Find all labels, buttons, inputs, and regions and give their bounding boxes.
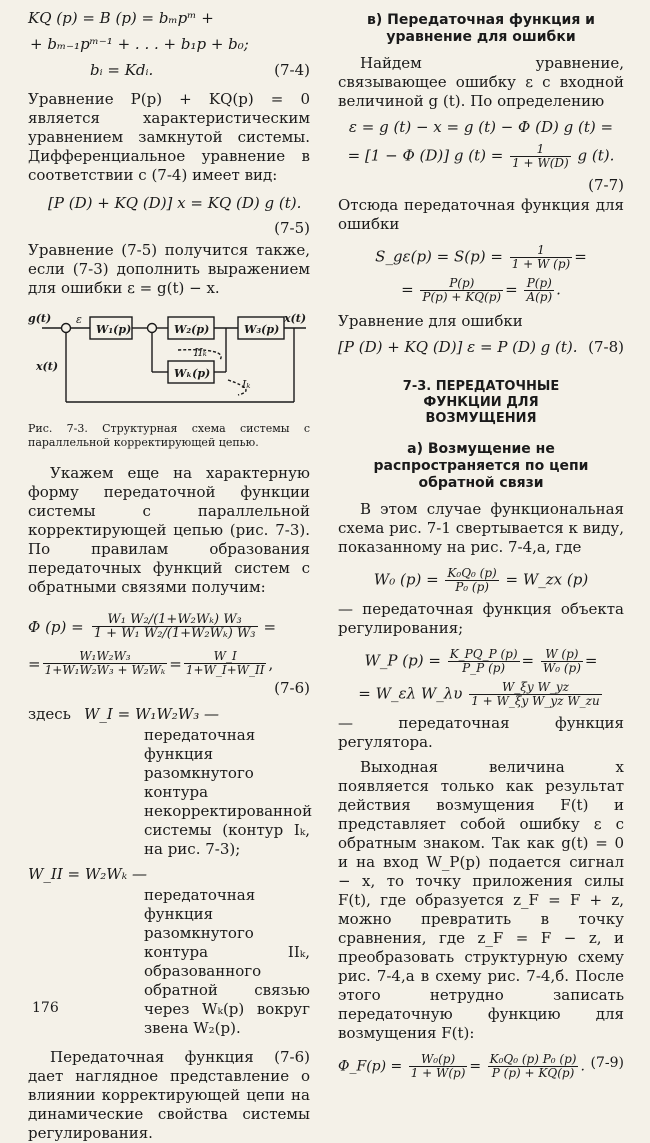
equation-wp-denominator: P_P (p) bbox=[462, 661, 506, 675]
definition-wii-lhs: W_II = W₂Wₖ — bbox=[28, 865, 147, 883]
equation-phi-line2: = $\frac{\text{W₁W₂W₃}}{\text{1+W₁W₂W₃ + W₂Wₖ}}$ = $\frac{W\_I}{1+W\_I+W\_II}$ , bbox=[28, 649, 274, 677]
right-column bbox=[338, 8, 624, 1086]
paragraph-object-tf: — передаточная функция объекта регулирования; bbox=[338, 600, 624, 637]
subheading-disturbance: а) Возмущение не распространяется по цепи обратной связи bbox=[373, 441, 589, 491]
equation-phi-denominator: 1 + W₁ W₂/(1+W₂Wₖ) W₃ bbox=[93, 626, 256, 641]
paragraph-7-6-meaning: Передаточная функция (7-6) дает наглядное представление о влиянии корректирующей цепи на динамические свойства системы регулирования. bbox=[28, 1048, 310, 1142]
equation-7-8-body: [P (D) + KQ (D)] ε = P (D) g (t). bbox=[338, 338, 578, 356]
figure-caption: Рис. 7-3. Структурная схема системы с параллельной корректирующей цепью. bbox=[28, 422, 310, 449]
paragraph-output-disturbance: Выходная величина x появляется только как результат действия возмущения F(t) и представляет собой ошибку ε с обратным знаком. Так как g(t) = 0 и на вход W_P(p) подается сигнал − x, то точку приложения силы F(t), где образуется z_F = F + z, можно превратить в точку сравнения, где z_F = F − z, и преобразовать структурную схему рис. 7-4,а в схему рис. 7-4,б. После этого нетрудно записать передаточную функцию для возмущения F(t): bbox=[338, 758, 624, 1042]
diagram-error-label: ε bbox=[76, 313, 82, 326]
equation-wp-line2 bbox=[338, 681, 624, 708]
equation-7-7-part-a: = [1 − Φ (D)] g (t) = bbox=[347, 146, 504, 165]
equation-phi-block: Φ (p) = $\frac{\text{W₁ W₂/(1+W₂Wₖ) W₃}}{\text{1 + W₁ W₂/(1+W₂Wₖ) W₃}}$ = bbox=[28, 612, 277, 641]
diagram-block-w2: W₂(p) bbox=[174, 323, 210, 336]
equation-wp2-fraction bbox=[469, 681, 602, 708]
definition-wi bbox=[28, 705, 310, 724]
equation-number-7-4: (7-4) bbox=[274, 61, 310, 79]
equation-phif-numerator: W₀(p) bbox=[409, 1053, 468, 1067]
equation-7-7-tail: g (t). bbox=[577, 146, 615, 165]
equation-phif-fraction2 bbox=[488, 1053, 579, 1080]
equation-s2-denominator-a: P(p) + KQ(p) bbox=[422, 290, 502, 304]
diagram-loop-ii-label: IIₖ bbox=[194, 346, 207, 359]
section-title-7-3: 7-3. ПЕРЕДАТОЧНЫЕ ФУНКЦИИ ДЛЯ ВОЗМУЩЕНИЯ bbox=[402, 379, 560, 426]
equation-s2-numerator-b: P(p) bbox=[524, 277, 554, 291]
equation-wp2-denominator: 1 + W_ξy W_yz W_zu bbox=[471, 694, 600, 708]
definition-wi-lhs: W_I = W₁W₂W₃ — bbox=[84, 705, 220, 723]
equation-number-7-5: (7-5) bbox=[274, 219, 310, 237]
diagram-block-w1: W₁(p) bbox=[96, 323, 132, 336]
equation-s2-fraction-a bbox=[420, 277, 503, 304]
diagram-input-label: g(t) bbox=[28, 312, 52, 325]
equation-s-line2: = $\frac{P(p)}{P(p) + KQ(p)}$ = $\frac{P(p)}{A(p)}$ . bbox=[401, 276, 561, 304]
equation-number-7-9: (7-9) bbox=[590, 1055, 624, 1071]
equation-7-5: [P (D) + KQ (D)] x = KQ (D) g (t). bbox=[48, 194, 302, 212]
left-column bbox=[28, 8, 313, 1143]
equation-top-line3 bbox=[28, 60, 310, 80]
equation-w0-numerator: K₀Q₀ (p) bbox=[447, 566, 497, 580]
definition-wii-text: передаточная функция разомкнутого контура IIₖ, образованного обратной связью через Wₖ(p) вокруг звена W₂(p). bbox=[144, 886, 310, 1037]
paragraph-parallel-correction: Укажем еще на характерную форму передаточной функции системы с параллельной корректирующей цепью (рис. 7-3). По правилам образования передаточных функций систем с обратными связями получим: bbox=[28, 464, 310, 596]
equation-phi-fraction bbox=[92, 613, 258, 640]
equation-wp2-numerator: W_ξy W_yz bbox=[469, 681, 602, 695]
equation-number-7-8: (7-8) bbox=[588, 338, 624, 356]
equation-number-7-6: (7-6) bbox=[274, 679, 310, 697]
equation-wp-line1: W_P (p) = $\frac{K\_PQ\_P (p)}{P\_P (p)}$ = $\frac{W (p)}{\text{W₀ (p)}}$ = bbox=[364, 647, 598, 675]
equation-w0-lhs: W₀ (p) = bbox=[373, 570, 439, 589]
equation-number-7-7: (7-7) bbox=[588, 176, 624, 194]
equation-s-line1: S_gε(p) = S(p) = $\frac{1}{1 + W (p)}$ = bbox=[375, 243, 587, 271]
diagram-block-w3: W₃(p) bbox=[244, 323, 280, 336]
equation-phi3-numerator: W_I bbox=[184, 650, 267, 664]
equation-s-fraction bbox=[510, 244, 573, 271]
equation-phif-denominator: 1 + W(p) bbox=[410, 1066, 466, 1080]
equation-phi3-fraction bbox=[184, 650, 267, 677]
equation-phif-denominator2: P (p) + KQ(p) bbox=[491, 1066, 575, 1080]
equation-wp-numerator: K_PQ_P (p) bbox=[449, 647, 518, 661]
equation-top-line1: KQ (p) = B (p) = bₘpᵐ + bbox=[28, 9, 214, 27]
equation-s2-numerator-a: P(p) bbox=[420, 277, 503, 291]
equation-7-7-line2 bbox=[338, 143, 624, 170]
equation-w0-rhs: = W_zx (p) bbox=[505, 570, 589, 589]
equation-7-7-numerator: 1 bbox=[510, 143, 571, 157]
equation-7-8 bbox=[338, 337, 624, 357]
equation-wp2-lhs: = W_ελ W_λυ bbox=[358, 684, 463, 703]
definition-wi-text: передаточная функция разомкнутого контура некорректированной системы (контур Iₖ, на рис. 7-3); bbox=[144, 726, 313, 858]
equation-wp-lhs: W_P (p) = bbox=[364, 651, 441, 670]
diagram-block-wk: Wₖ(p) bbox=[174, 367, 211, 380]
equation-phi2-fraction bbox=[43, 650, 168, 677]
diagram-feedback-label: x(t) bbox=[36, 360, 59, 373]
equation-7-9: Φ_F(p) = $\frac{\text{W₀(p)}}{1 + W(p)}$ = $\frac{\text{K₀Q₀ (p) P₀ (p)}}{P (p) + KQ(p)}$ . (7-9) bbox=[338, 1052, 624, 1080]
page-number: 176 bbox=[32, 1000, 59, 1016]
equation-phi-numerator: W₁ W₂/(1+W₂Wₖ) W₃ bbox=[92, 613, 258, 627]
equation-w0 bbox=[338, 567, 624, 594]
equation-phif-fraction bbox=[409, 1053, 468, 1080]
paragraph-controller-tf: — передаточная функция регулятора. bbox=[338, 714, 624, 751]
equation-wp-numerator2: W (p) bbox=[541, 648, 583, 662]
equation-s-lhs: S_gε(p) = S(p) = bbox=[375, 247, 503, 266]
equation-bi: bᵢ = Kdᵢ. bbox=[90, 61, 154, 79]
diagram-loop-i-label: Iₖ bbox=[242, 378, 251, 391]
equation-top-line2: + bₘ₋₁pᵐ⁻¹ + . . . + b₁p + b₀; bbox=[30, 35, 249, 53]
equation-phi2-numerator: W₁W₂W₃ bbox=[43, 650, 168, 664]
equation-w0-denominator: P₀ (p) bbox=[455, 580, 489, 594]
paragraph-error-tf: Отсюда передаточная функция для ошибки bbox=[338, 196, 624, 233]
definition-wii bbox=[28, 865, 310, 884]
equation-phi3-denominator: 1+W_I+W_II bbox=[185, 663, 265, 677]
equation-s2-fraction-b bbox=[524, 277, 554, 304]
paragraph-scheme-reduction: В этом случае функциональная схема рис. 7-1 свертывается к виду, показанному на рис. 7-4,а, где bbox=[338, 500, 624, 556]
equation-wp-fraction bbox=[448, 648, 520, 675]
equation-phif-numerator2: K₀Q₀ (p) P₀ (p) bbox=[489, 1052, 577, 1066]
paragraph-error-expression: Уравнение (7-5) получится также, если (7-3) дополнить выражением для ошибки ε = g(t) − x. bbox=[28, 241, 310, 297]
equation-phif-lhs: Φ_F(p) = bbox=[338, 1058, 403, 1075]
equation-s2-denominator-b: A(p) bbox=[526, 290, 553, 304]
subheading-error-tf: в) Передаточная функция и уравнение для ошибки bbox=[367, 12, 595, 45]
equation-w0-fraction bbox=[445, 567, 498, 594]
equation-s-numerator: 1 bbox=[510, 244, 573, 258]
paragraph-error-eq: Найдем уравнение, связывающее ошибку ε с входной величиной g (t). По определению bbox=[338, 54, 624, 110]
paragraph-error-equation: Уравнение для ошибки bbox=[338, 312, 523, 330]
equation-wp-denominator2: W₀ (p) bbox=[542, 661, 581, 675]
equation-phi2-denominator: 1+W₁W₂W₃ + W₂Wₖ bbox=[44, 663, 166, 677]
here-word: здесь bbox=[28, 705, 71, 723]
diagram-output-label: x(t) bbox=[284, 312, 307, 325]
equation-7-7-line1: ε = g (t) − x = g (t) − Φ (D) g (t) = bbox=[348, 118, 614, 136]
equation-wp-fraction2 bbox=[541, 648, 583, 675]
equation-s-denominator: 1 + W (p) bbox=[511, 257, 571, 271]
equation-phi-lhs: Φ (p) = bbox=[28, 617, 84, 636]
paragraph-characteristic-eq: Уравнение P(p) + KQ(p) = 0 является характеристическим уравнением замкнутой системы. Дифференциальное уравнение в соответствии с (7-4) имеет вид: bbox=[28, 90, 310, 184]
equation-7-7-fraction bbox=[510, 143, 571, 170]
equation-7-7-denominator: 1 + W(D) bbox=[512, 156, 569, 170]
block-diagram bbox=[28, 310, 310, 420]
